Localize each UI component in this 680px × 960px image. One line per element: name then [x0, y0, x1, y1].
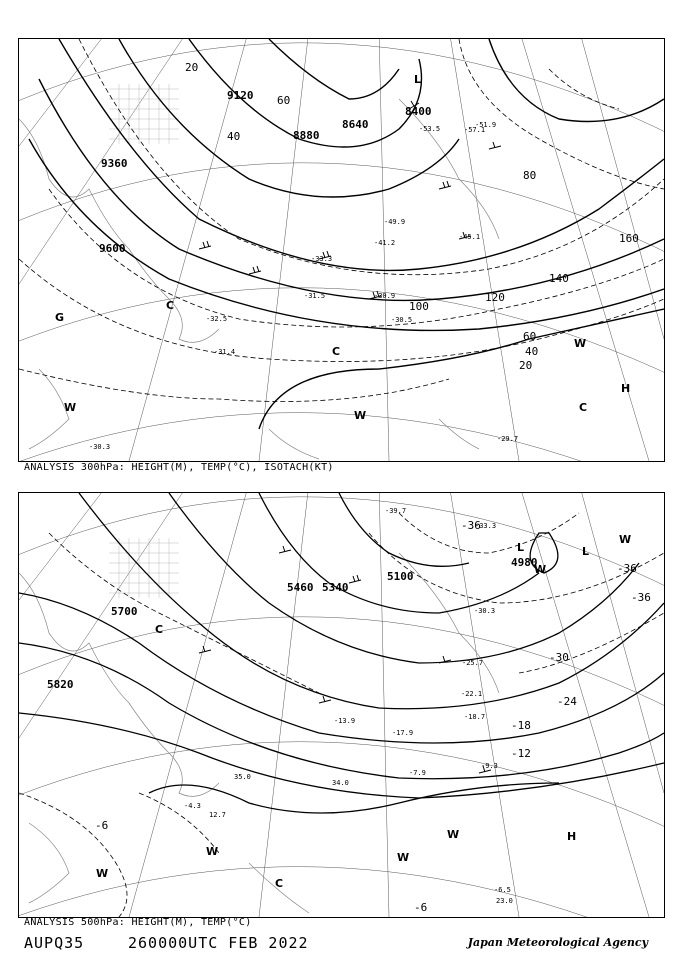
agency-name: Japan Meteorological Agency: [467, 936, 648, 949]
temp-label: -49.9: [384, 218, 406, 226]
temp-label: -32.5: [206, 315, 228, 323]
warm-center: W: [447, 828, 460, 841]
station-value: -17.9: [392, 729, 414, 737]
temp-labels: [89, 121, 518, 451]
caption-500hpa: ANALYSIS 500hPa: HEIGHT(M), TEMP(°C): [24, 917, 252, 928]
height-contours: [29, 39, 664, 330]
isotach-label: 140: [549, 272, 569, 285]
isotherm-label: -36: [461, 519, 481, 532]
height-label: 5820: [47, 678, 74, 691]
temp-label: -29.7: [497, 435, 519, 443]
valid-time: 260000UTC FEB 2022: [128, 934, 309, 952]
temp-label: -31.5: [304, 292, 326, 300]
isotherm-label: -12: [511, 747, 531, 760]
temp-label: -57.1: [464, 126, 486, 134]
temp-label: -51.9: [475, 121, 497, 129]
cold-center: C: [332, 345, 341, 358]
warm-center: W: [534, 563, 547, 576]
isotherm-label: -24: [557, 695, 577, 708]
height-label: 4980: [511, 556, 538, 569]
cold-center: C: [579, 401, 588, 414]
terrain-hatch: [109, 538, 179, 598]
chart-500hpa: [18, 492, 665, 918]
isotach-boundary: [259, 309, 664, 429]
station-value: -22.1: [461, 690, 483, 698]
coastline: [19, 99, 499, 459]
isotach-label: 120: [485, 291, 505, 304]
height-label: 9120: [227, 89, 254, 102]
isotherm-label: -36: [617, 562, 637, 575]
station-value: -30.3: [474, 607, 496, 615]
station-value: -4.3: [184, 802, 201, 810]
station-value: -6.5: [494, 886, 511, 894]
temp-label: -31.4: [214, 348, 236, 356]
station-value: -18.7: [464, 713, 486, 721]
temp-label: -30.3: [89, 443, 111, 451]
low-center: L: [582, 545, 590, 558]
station-value: -9.3: [481, 762, 498, 770]
warm-center: W: [96, 867, 109, 880]
height-label: 5460: [287, 581, 314, 594]
warm-center: W: [619, 533, 632, 546]
station-value: 23.0: [496, 897, 513, 905]
height-label: 5100: [387, 570, 414, 583]
isotherm-label: -18: [511, 719, 531, 732]
warm-center: W: [354, 409, 367, 422]
temp-label: -53.5: [419, 125, 441, 133]
warm-center: W: [206, 845, 219, 858]
station-value: -25.7: [462, 659, 484, 667]
caption-300hpa: ANALYSIS 300hPa: HEIGHT(M), TEMP(°C), ISOTACH(KT): [24, 462, 334, 473]
warm-center: W: [64, 401, 77, 414]
high-center: H: [567, 830, 577, 843]
map-300hpa: [19, 39, 664, 461]
isotach-label: 40: [227, 130, 241, 143]
isotherm-label: -36: [631, 591, 651, 604]
pressure-centers: [96, 533, 631, 890]
terrain-hatch: [109, 84, 179, 144]
chart-code: AUPQ35: [24, 934, 85, 952]
height-label: 8400: [405, 105, 432, 118]
coastline: [19, 553, 499, 913]
station-value: 35.0: [234, 773, 251, 781]
isotach-label: 160: [619, 232, 639, 245]
isotherm-solid: [149, 783, 559, 813]
low-center: L: [517, 541, 525, 554]
isotach-label: 80: [523, 169, 537, 182]
warm-center: W: [397, 851, 410, 864]
isotach-label: 100: [409, 300, 429, 313]
isotach-label: 60: [523, 330, 537, 343]
isotherm-label: -6: [95, 819, 109, 832]
isotach-label: 20: [185, 61, 199, 74]
station-value: 12.7: [209, 811, 226, 819]
station-value: -13.9: [334, 717, 356, 725]
cold-center: C: [166, 299, 175, 312]
isotherm-label: -6: [414, 901, 428, 914]
isotach-label: 40: [525, 345, 539, 358]
station-value: -39.7: [385, 507, 407, 515]
cold-center: C: [155, 623, 164, 636]
height-label: 8880: [293, 129, 320, 142]
height-label: 9360: [101, 157, 128, 170]
station-value: -7.9: [409, 769, 426, 777]
temp-label: -45.1: [459, 233, 481, 241]
height-label: 5340: [322, 581, 349, 594]
map-500hpa: [19, 493, 664, 917]
warm-center: W: [574, 337, 587, 350]
temp-label: -33.3: [311, 255, 333, 263]
low-center: L: [414, 73, 422, 86]
chart-300hpa: [18, 38, 665, 462]
height-label: 9600: [99, 242, 126, 255]
height-label: 8640: [342, 118, 369, 131]
temp-label: -41.2: [374, 239, 396, 247]
station-value: 34.0: [332, 779, 349, 787]
high-center: H: [621, 382, 631, 395]
isotherm-label: -30: [549, 651, 569, 664]
isotherms: [19, 513, 664, 917]
isotach-label: 20: [519, 359, 533, 372]
isotachs: [19, 39, 664, 402]
height-contours: [19, 493, 664, 798]
station-value: -33.3: [475, 522, 497, 530]
cold-center: C: [275, 877, 284, 890]
temp-label: -30.9: [374, 292, 396, 300]
temp-label: -30.5: [391, 316, 413, 324]
isotherm-labels: [95, 519, 651, 914]
isotach-label: 60: [277, 94, 291, 107]
center-marker: G: [55, 311, 65, 324]
height-label: 5700: [111, 605, 138, 618]
